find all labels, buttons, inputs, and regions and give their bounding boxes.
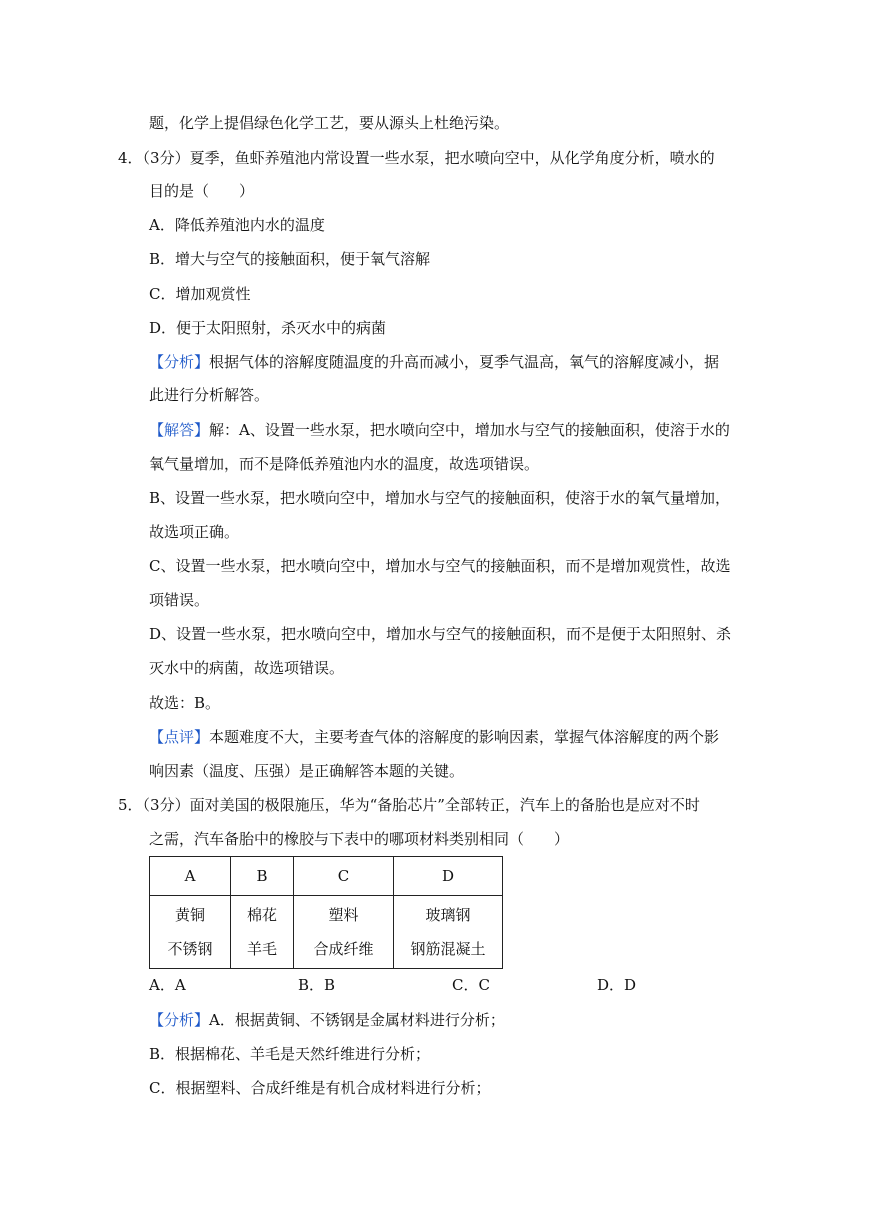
table-cell: 塑料 合成纤维 [294,896,394,969]
analysis-line [149,352,719,372]
materials-table [149,856,503,969]
analysis-text: 根据气体的溶解度随温度的升高而减小，夏季气温高，氧气的溶解度减小，据 [209,353,720,371]
answer-tag: 【解答】 [149,421,210,439]
text-line: 氧气量增加，而不是降低养殖池内水的温度，故选项错误。 [149,455,540,473]
text-line: 项错误。 [149,591,210,609]
table-cell: 玻璃钢 钢筋混凝土 [394,896,503,969]
option-c: C．增加观赏性 [149,285,251,303]
answer-line [149,420,730,440]
text-line: 灭水中的病菌，故选项错误。 [149,659,345,677]
text-line: 目的是（ ） [149,182,255,200]
analysis-tag: 【分析】 [149,353,210,371]
table-cell: 棉花 羊毛 [231,896,294,969]
option-a: A．降低养殖池内水的温度 [149,216,325,234]
text-line: 故选项正确。 [149,523,240,541]
table-header-cell: C [294,857,394,896]
option-d: D．D [597,976,637,994]
option-a: A．A [149,976,186,994]
table-row [150,896,503,969]
option-d: D．便于太阳照射，杀灭水中的病菌 [149,319,387,337]
comment-tag: 【点评】 [149,728,210,746]
question-5-stem: 5．（3分）面对美国的极限施压，华为“备胎芯片”全部转正，汽车上的备胎也是应对不时 [118,796,700,814]
table-cell: 黄铜 不锈钢 [150,896,231,969]
text-line: 响因素（温度、压强）是正确解答本题的关键。 [149,762,465,780]
table-header-cell: B [231,857,294,896]
text-line: 故选：B。 [149,694,221,712]
table-header-row [150,857,503,896]
question-4-stem: 4．（3分）夏季，鱼虾养殖池内常设置一些水泵，把水喷向空中，从化学角度分析，喷水的 [118,149,715,167]
table-header-cell: D [394,857,503,896]
text-line: D、设置一些水泵，把水喷向空中，增加水与空气的接触面积，而不是便于太阳照射、杀 [149,625,732,643]
option-c: C．C [452,976,490,994]
comment-line [149,727,719,747]
table-header-cell: A [150,857,231,896]
text-line: B、设置一些水泵，把水喷向空中，增加水与空气的接触面积，使溶于水的氧气量增加， [149,489,731,507]
text-line: C、设置一些水泵，把水喷向空中，增加水与空气的接触面积，而不是增加观赏性，故选 [149,557,731,575]
option-b: B．B [298,976,336,994]
text-line: C．根据塑料、合成纤维是有机合成材料进行分析； [149,1079,491,1097]
text-line: 之需，汽车备胎中的橡胶与下表中的哪项材料类别相同（ ） [149,830,570,848]
analysis-line [149,1010,505,1030]
analysis-tag: 【分析】 [149,1011,210,1029]
analysis-text: A．根据黄铜、不锈钢是金属材料进行分析； [209,1011,505,1029]
answer-text: 解：A、设置一些水泵，把水喷向空中，增加水与空气的接触面积，使溶于水的 [209,421,730,439]
option-b: B．增大与空气的接触面积，便于氧气溶解 [149,250,431,268]
text-line: B．根据棉花、羊毛是天然纤维进行分析； [149,1045,431,1063]
comment-text: 本题难度不大，主要考查气体的溶解度的影响因素，掌握气体溶解度的两个影 [209,728,720,746]
text-line: 此进行分析解答。 [149,386,270,404]
text-line: 题，化学上提倡绿色化学工艺，要从源头上杜绝污染。 [149,114,510,132]
